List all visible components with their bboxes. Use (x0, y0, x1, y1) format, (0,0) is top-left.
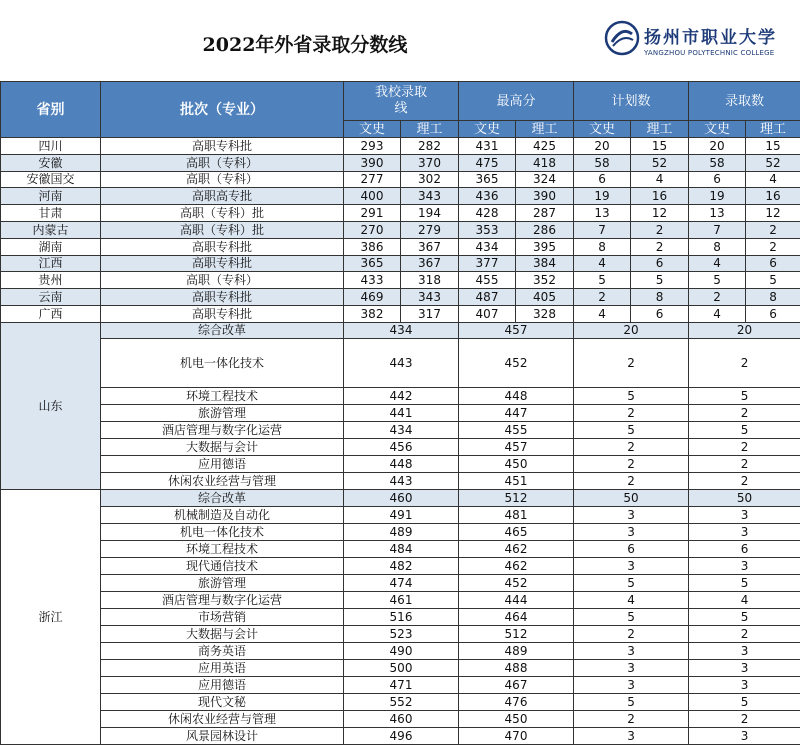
cell-line: 500 (344, 659, 459, 676)
cell-province: 安徽国交 (1, 171, 101, 188)
cell-wen-max: 434 (459, 238, 516, 255)
header-plan-li: 理工 (631, 121, 689, 138)
cell-admit: 20 (689, 322, 800, 338)
cell-wen-line: 400 (344, 188, 401, 205)
cell-max: 467 (459, 676, 574, 693)
cell-wen-max: 377 (459, 255, 516, 272)
cell-plan: 2 (574, 472, 689, 489)
cell-li-line: 367 (401, 238, 459, 255)
cell-wen-admit: 20 (689, 138, 746, 155)
cell-admit: 50 (689, 489, 800, 506)
cell-wen-admit: 8 (689, 238, 746, 255)
zhejiang-row (1, 693, 800, 710)
zhejiang-row (1, 557, 800, 574)
cell-major: 环境工程技术 (101, 387, 344, 404)
cell-major: 现代通信技术 (101, 557, 344, 574)
cell-admit: 6 (689, 540, 800, 557)
cell-province: 江西 (1, 255, 101, 272)
cell-li-admit: 2 (746, 238, 800, 255)
cell-max: 489 (459, 642, 574, 659)
admission-score-table (0, 81, 800, 745)
cell-li-plan: 5 (631, 272, 689, 289)
cell-province: 湖南 (1, 238, 101, 255)
cell-plan: 3 (574, 659, 689, 676)
shandong-row (1, 421, 800, 438)
zhejiang-row (1, 642, 800, 659)
cell-major: 机电一体化技术 (101, 338, 344, 387)
cell-plan: 3 (574, 506, 689, 523)
cell-wen-admit: 2 (689, 289, 746, 306)
cell-province: 广西 (1, 305, 101, 322)
cell-li-admit: 6 (746, 305, 800, 322)
cell-plan: 2 (574, 438, 689, 455)
cell-major: 休闲农业经营与管理 (101, 710, 344, 727)
cell-admit: 3 (689, 659, 800, 676)
cell-plan: 3 (574, 557, 689, 574)
cell-line: 491 (344, 506, 459, 523)
cell-line: 489 (344, 523, 459, 540)
cell-admit: 5 (689, 574, 800, 591)
cell-major: 酒店管理与数字化运营 (101, 591, 344, 608)
cell-line: 516 (344, 608, 459, 625)
cell-admit: 2 (689, 404, 800, 421)
cell-line: 443 (344, 338, 459, 387)
cell-li-plan: 16 (631, 188, 689, 205)
shandong-row (1, 438, 800, 455)
header-admission-line (344, 82, 459, 121)
table-row (1, 221, 800, 238)
cell-wen-admit: 6 (689, 171, 746, 188)
cell-max: 452 (459, 574, 574, 591)
cell-li-plan: 6 (631, 305, 689, 322)
header-province: 省别 (1, 82, 101, 138)
cell-wen-plan: 19 (574, 188, 631, 205)
cell-wen-line: 365 (344, 255, 401, 272)
cell-max: 451 (459, 472, 574, 489)
cell-max: 462 (459, 557, 574, 574)
cell-li-plan: 12 (631, 205, 689, 222)
zhejiang-row (1, 625, 800, 642)
zhejiang-row (1, 540, 800, 557)
cell-li-line: 367 (401, 255, 459, 272)
cell-admit: 2 (689, 710, 800, 727)
cell-line: 448 (344, 455, 459, 472)
zhejiang-province-label: 浙江 (1, 489, 101, 744)
cell-line: 482 (344, 557, 459, 574)
cell-major: 大数据与会计 (101, 625, 344, 642)
cell-li-line: 302 (401, 171, 459, 188)
shandong-province-label: 山东 (1, 322, 101, 489)
cell-admit: 2 (689, 472, 800, 489)
cell-batch: 高职高专批 (101, 188, 344, 205)
header-admission-line-text: 我校录取线 (372, 85, 430, 116)
cell-wen-plan: 7 (574, 221, 631, 238)
cell-li-max: 328 (516, 305, 574, 322)
cell-li-max: 405 (516, 289, 574, 306)
cell-plan: 2 (574, 625, 689, 642)
cell-li-admit: 6 (746, 255, 800, 272)
cell-wen-max: 436 (459, 188, 516, 205)
cell-admit: 3 (689, 727, 800, 744)
cell-li-max: 390 (516, 188, 574, 205)
table-row (1, 272, 800, 289)
cell-max: 457 (459, 438, 574, 455)
cell-li-plan: 15 (631, 138, 689, 155)
cell-province: 河南 (1, 188, 101, 205)
cell-li-admit: 8 (746, 289, 800, 306)
cell-major: 旅游管理 (101, 574, 344, 591)
cell-admit: 3 (689, 506, 800, 523)
cell-major: 应用德语 (101, 676, 344, 693)
cell-wen-line: 277 (344, 171, 401, 188)
cell-plan: 3 (574, 676, 689, 693)
cell-plan: 2 (574, 455, 689, 472)
cell-line: 460 (344, 489, 459, 506)
cell-max: 481 (459, 506, 574, 523)
header-line-li: 理工 (401, 121, 459, 138)
cell-plan: 5 (574, 387, 689, 404)
shandong-row (1, 322, 800, 338)
zhejiang-row (1, 710, 800, 727)
cell-wen-admit: 13 (689, 205, 746, 222)
cell-major: 综合改革 (101, 489, 344, 506)
cell-wen-plan: 6 (574, 171, 631, 188)
header-max-score: 最高分 (459, 82, 574, 121)
cell-max: 452 (459, 338, 574, 387)
cell-plan: 4 (574, 591, 689, 608)
cell-li-line: 318 (401, 272, 459, 289)
cell-li-admit: 16 (746, 188, 800, 205)
cell-major: 现代文秘 (101, 693, 344, 710)
cell-max: 476 (459, 693, 574, 710)
cell-batch: 高职（专科） (101, 154, 344, 171)
table-row (1, 205, 800, 222)
cell-line: 442 (344, 387, 459, 404)
cell-li-admit: 12 (746, 205, 800, 222)
cell-max: 448 (459, 387, 574, 404)
cell-li-admit: 2 (746, 221, 800, 238)
cell-line: 461 (344, 591, 459, 608)
shandong-row (1, 338, 800, 387)
cell-plan: 2 (574, 404, 689, 421)
cell-major: 风景园林设计 (101, 727, 344, 744)
cell-line: 496 (344, 727, 459, 744)
cell-plan: 5 (574, 693, 689, 710)
cell-li-line: 282 (401, 138, 459, 155)
cell-plan: 5 (574, 421, 689, 438)
header-plan: 计划数 (574, 82, 689, 121)
cell-li-admit: 15 (746, 138, 800, 155)
cell-li-admit: 5 (746, 272, 800, 289)
cell-li-admit: 4 (746, 171, 800, 188)
cell-major: 综合改革 (101, 322, 344, 338)
cell-province: 四川 (1, 138, 101, 155)
cell-batch: 高职专科批 (101, 289, 344, 306)
shandong-row (1, 387, 800, 404)
cell-admit: 2 (689, 338, 800, 387)
cell-li-max: 286 (516, 221, 574, 238)
cell-wen-plan: 58 (574, 154, 631, 171)
cell-wen-plan: 13 (574, 205, 631, 222)
cell-wen-line: 382 (344, 305, 401, 322)
university-emblem-icon (604, 20, 640, 56)
cell-line: 490 (344, 642, 459, 659)
cell-province: 云南 (1, 289, 101, 306)
cell-li-plan: 4 (631, 171, 689, 188)
cell-max: 465 (459, 523, 574, 540)
cell-max: 455 (459, 421, 574, 438)
zhejiang-row (1, 608, 800, 625)
cell-plan: 3 (574, 727, 689, 744)
cell-li-max: 287 (516, 205, 574, 222)
cell-province: 安徽 (1, 154, 101, 171)
cell-admit: 2 (689, 625, 800, 642)
cell-admit: 5 (689, 608, 800, 625)
cell-max: 447 (459, 404, 574, 421)
cell-max: 450 (459, 710, 574, 727)
cell-major: 酒店管理与数字化运营 (101, 421, 344, 438)
cell-wen-admit: 58 (689, 154, 746, 171)
page-title: 2022年外省录取分数线 (0, 30, 610, 57)
shandong-row (1, 455, 800, 472)
cell-plan: 3 (574, 523, 689, 540)
cell-wen-max: 428 (459, 205, 516, 222)
cell-admit: 3 (689, 642, 800, 659)
header-admit-wen: 文史 (689, 121, 746, 138)
cell-major: 机电一体化技术 (101, 523, 344, 540)
cell-max: 464 (459, 608, 574, 625)
cell-province: 贵州 (1, 272, 101, 289)
cell-li-plan: 2 (631, 221, 689, 238)
zhejiang-row (1, 591, 800, 608)
cell-wen-max: 365 (459, 171, 516, 188)
zhejiang-row (1, 676, 800, 693)
cell-line: 441 (344, 404, 459, 421)
cell-wen-max: 407 (459, 305, 516, 322)
cell-li-plan: 8 (631, 289, 689, 306)
cell-li-line: 370 (401, 154, 459, 171)
cell-max: 470 (459, 727, 574, 744)
cell-wen-line: 386 (344, 238, 401, 255)
table-row (1, 305, 800, 322)
cell-plan: 6 (574, 540, 689, 557)
cell-li-plan: 52 (631, 154, 689, 171)
cell-batch: 高职专科批 (101, 138, 344, 155)
cell-admit: 5 (689, 421, 800, 438)
cell-major: 应用德语 (101, 455, 344, 472)
cell-li-line: 279 (401, 221, 459, 238)
cell-admit: 3 (689, 557, 800, 574)
cell-max: 450 (459, 455, 574, 472)
cell-wen-plan: 8 (574, 238, 631, 255)
cell-plan: 3 (574, 642, 689, 659)
header-max-wen: 文史 (459, 121, 516, 138)
cell-wen-max: 487 (459, 289, 516, 306)
cell-wen-line: 390 (344, 154, 401, 171)
cell-wen-line: 270 (344, 221, 401, 238)
cell-major: 商务英语 (101, 642, 344, 659)
table-row (1, 138, 800, 155)
cell-line: 523 (344, 625, 459, 642)
zhejiang-row (1, 489, 800, 506)
cell-max: 444 (459, 591, 574, 608)
shandong-row (1, 472, 800, 489)
cell-major: 大数据与会计 (101, 438, 344, 455)
cell-wen-line: 293 (344, 138, 401, 155)
cell-max: 512 (459, 489, 574, 506)
cell-wen-line: 291 (344, 205, 401, 222)
header-batch: 批次（专业） (101, 82, 344, 138)
cell-li-max: 395 (516, 238, 574, 255)
header-admitted: 录取数 (689, 82, 800, 121)
cell-plan: 20 (574, 322, 689, 338)
zhejiang-row (1, 506, 800, 523)
cell-line: 434 (344, 322, 459, 338)
table-row (1, 188, 800, 205)
university-logo (604, 16, 800, 66)
cell-wen-admit: 5 (689, 272, 746, 289)
cell-major: 市场营销 (101, 608, 344, 625)
cell-plan: 5 (574, 574, 689, 591)
cell-wen-max: 455 (459, 272, 516, 289)
header-plan-wen: 文史 (574, 121, 631, 138)
cell-wen-max: 431 (459, 138, 516, 155)
cell-line: 460 (344, 710, 459, 727)
cell-province: 甘肃 (1, 205, 101, 222)
cell-major: 应用英语 (101, 659, 344, 676)
cell-major: 休闲农业经营与管理 (101, 472, 344, 489)
cell-li-admit: 52 (746, 154, 800, 171)
table-row (1, 238, 800, 255)
logo-english-name: YANGZHOU POLYTECHNIC COLLEGE (644, 49, 774, 57)
cell-li-max: 352 (516, 272, 574, 289)
cell-wen-admit: 19 (689, 188, 746, 205)
cell-major: 机械制造及自动化 (101, 506, 344, 523)
cell-max: 512 (459, 625, 574, 642)
zhejiang-row (1, 659, 800, 676)
cell-max: 457 (459, 322, 574, 338)
cell-admit: 2 (689, 438, 800, 455)
cell-batch: 高职专科批 (101, 305, 344, 322)
cell-wen-plan: 2 (574, 289, 631, 306)
logo-chinese-name: 扬州市职业大学 (644, 23, 777, 48)
cell-wen-plan: 4 (574, 305, 631, 322)
cell-wen-admit: 7 (689, 221, 746, 238)
cell-wen-line: 469 (344, 289, 401, 306)
cell-wen-plan: 5 (574, 272, 631, 289)
cell-admit: 3 (689, 523, 800, 540)
cell-plan: 50 (574, 489, 689, 506)
cell-wen-plan: 4 (574, 255, 631, 272)
cell-line: 456 (344, 438, 459, 455)
cell-admit: 2 (689, 455, 800, 472)
shandong-row (1, 404, 800, 421)
zhejiang-row (1, 523, 800, 540)
header-admit-li: 理工 (746, 121, 800, 138)
cell-batch: 高职（专科）批 (101, 205, 344, 222)
cell-li-line: 194 (401, 205, 459, 222)
cell-admit: 5 (689, 387, 800, 404)
cell-line: 484 (344, 540, 459, 557)
cell-line: 471 (344, 676, 459, 693)
cell-max: 462 (459, 540, 574, 557)
zhejiang-row (1, 574, 800, 591)
table-row (1, 289, 800, 306)
cell-li-max: 418 (516, 154, 574, 171)
cell-li-line: 317 (401, 305, 459, 322)
cell-major: 环境工程技术 (101, 540, 344, 557)
cell-wen-admit: 4 (689, 255, 746, 272)
cell-line: 434 (344, 421, 459, 438)
cell-wen-max: 475 (459, 154, 516, 171)
cell-admit: 5 (689, 693, 800, 710)
cell-admit: 3 (689, 676, 800, 693)
cell-li-max: 384 (516, 255, 574, 272)
cell-li-max: 324 (516, 171, 574, 188)
cell-admit: 4 (689, 591, 800, 608)
header-max-li: 理工 (516, 121, 574, 138)
cell-batch: 高职专科批 (101, 238, 344, 255)
cell-max: 488 (459, 659, 574, 676)
cell-plan: 2 (574, 338, 689, 387)
table-row (1, 154, 800, 171)
cell-major: 旅游管理 (101, 404, 344, 421)
cell-wen-admit: 4 (689, 305, 746, 322)
cell-li-max: 425 (516, 138, 574, 155)
cell-line: 443 (344, 472, 459, 489)
cell-li-plan: 2 (631, 238, 689, 255)
cell-plan: 2 (574, 710, 689, 727)
cell-li-plan: 6 (631, 255, 689, 272)
table-row (1, 171, 800, 188)
cell-batch: 高职（专科） (101, 171, 344, 188)
cell-province: 内蒙古 (1, 221, 101, 238)
cell-li-line: 343 (401, 188, 459, 205)
cell-li-line: 343 (401, 289, 459, 306)
cell-wen-line: 433 (344, 272, 401, 289)
cell-batch: 高职（专科） (101, 272, 344, 289)
header-line-wen: 文史 (344, 121, 401, 138)
cell-wen-plan: 20 (574, 138, 631, 155)
cell-line: 474 (344, 574, 459, 591)
zhejiang-row (1, 727, 800, 744)
cell-plan: 5 (574, 608, 689, 625)
table-row (1, 255, 800, 272)
cell-wen-max: 353 (459, 221, 516, 238)
cell-line: 552 (344, 693, 459, 710)
cell-batch: 高职（专科）批 (101, 221, 344, 238)
cell-batch: 高职专科批 (101, 255, 344, 272)
